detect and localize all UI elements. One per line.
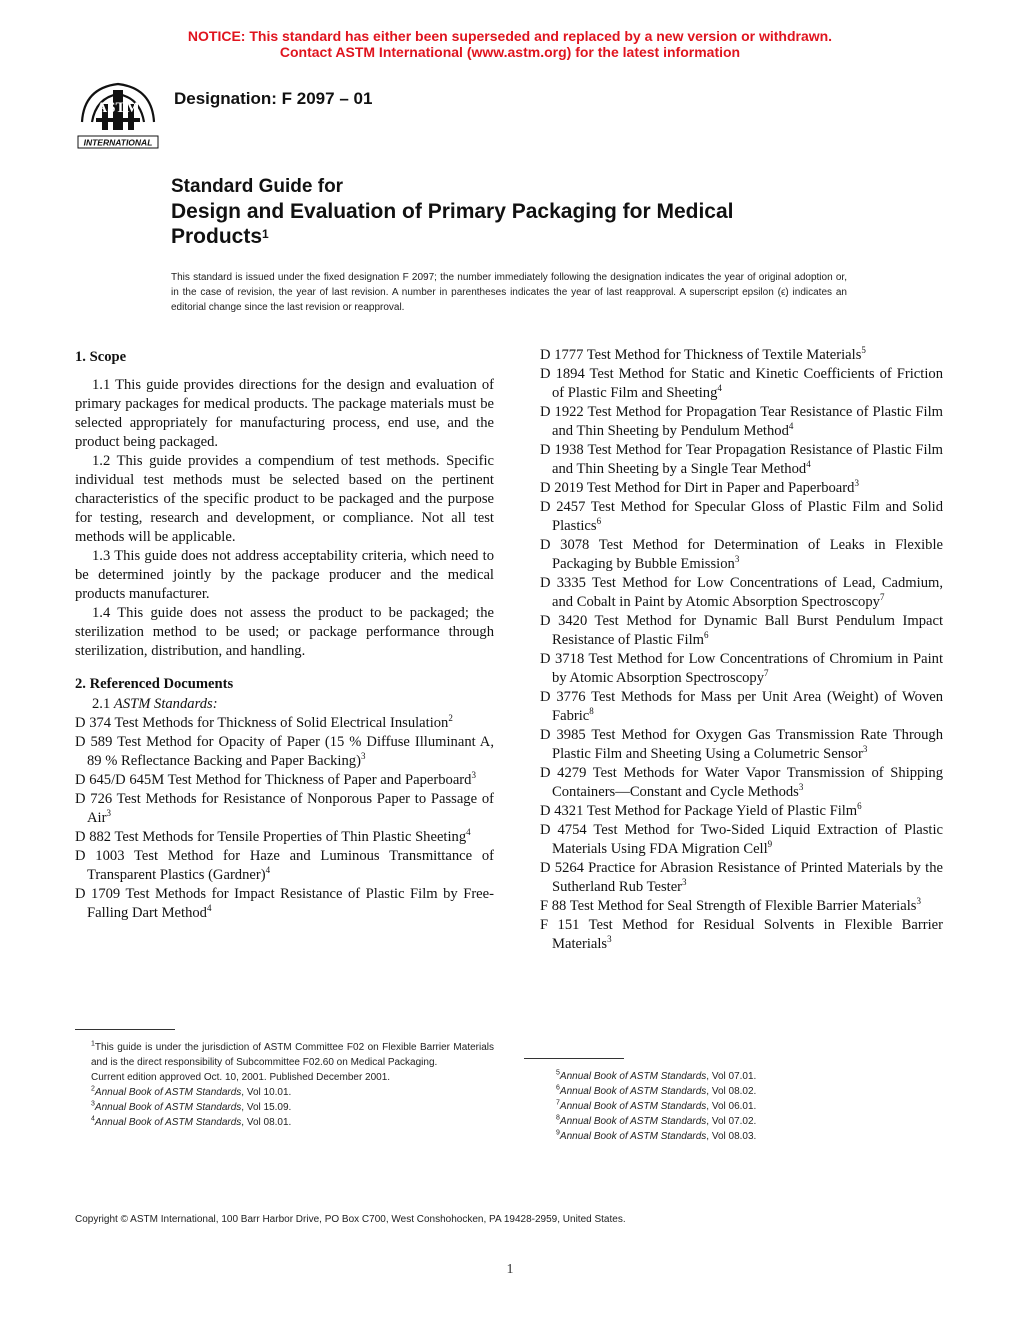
notice-line-2: Contact ASTM International (www.astm.org) for the latest information — [279, 44, 741, 60]
left-reference-list — [75, 714, 494, 923]
logo-mark-text: ASTM — [96, 100, 140, 116]
reference-item: D 645/D 645M Test Method for Thickness of Paper and Paperboard$^3$ — [75, 770, 476, 788]
reference-item: D 1938 Test Method for Tear Propagation Resistance of Plastic Film and Thin Sheeting by a Single Tear Method$^4$ — [540, 442, 943, 477]
reference-item: D 1003 Test Method for Haze and Luminous Transmittance of Transparent Plastics (Gardner)$^4$ — [75, 848, 494, 883]
title-line-2: Design and Evaluation of Primary Packaging for Medical — [171, 200, 734, 223]
reference-item: D 589 Test Method for Opacity of Paper (15 % Diffuse Illuminant A, 89 % Reflectance Backing and Paper Backing)$^3$ — [75, 734, 494, 769]
footnote-item: $^5$Annual Book of ASTM Standards, Vol 07.01. — [556, 1069, 757, 1082]
footnote-1: $^1$This guide is under the jurisdiction of ASTM Committee F02 on Flexible Barrier Materials and is the direct responsibility of Subcommittee F02.60 on Medical Packaging. — [91, 1040, 494, 1068]
scope-para-3: 1.3 This guide does not address acceptability criteria, which need to be determined jointly by the package producer and the medical products manufacturer. — [75, 548, 494, 602]
reference-footnote-mark: 3 — [734, 554, 740, 565]
reference-item: D 4321 Test Method for Package Yield of Plastic Film$^6$ — [540, 801, 862, 819]
reference-item: D 3335 Test Method for Low Concentrations of Lead, Cadmium, and Cobalt in Paint by Atomic Absorption Spectroscopy$^7$ — [540, 575, 943, 610]
footnote-item: $^3$Annual Book of ASTM Standards, Vol 15.09. — [91, 1100, 292, 1113]
title-footnote-mark: 1 — [262, 227, 269, 241]
reference-footnote-mark: 4 — [788, 421, 794, 432]
reference-footnote-mark: 8 — [589, 706, 594, 717]
right-column — [540, 346, 943, 954]
scope-heading: 1. Scope — [75, 349, 127, 365]
page-number: 1 — [506, 1262, 514, 1277]
reference-item: D 4279 Test Methods for Water Vapor Transmission of Shipping Containers—Constant and Cycle Methods$^3$ — [540, 765, 943, 800]
reference-item: D 1709 Test Methods for Impact Resistance of Plastic Film by Free-Falling Dart Method$^4$ — [75, 886, 494, 921]
reference-footnote-mark: 5 — [861, 345, 866, 356]
designation: Designation: F 2097 – 01 — [174, 89, 373, 108]
reference-footnote-mark: 3 — [106, 808, 111, 819]
footnotes-right — [540, 1069, 943, 1144]
reference-footnote-mark: 4 — [466, 827, 471, 838]
footnote-item: $^8$Annual Book of ASTM Standards, Vol 07.02. — [556, 1114, 757, 1127]
reference-item: D 5264 Practice for Abrasion Resistance of Printed Materials by the Sutherland Rub Tester$^3$ — [540, 860, 943, 895]
footnote-item: $^6$Annual Book of ASTM Standards, Vol 08.02. — [556, 1084, 757, 1097]
reference-item: D 1777 Test Method for Thickness of Textile Materials$^5$ — [540, 345, 866, 363]
reference-footnote-mark: 9 — [767, 839, 773, 850]
notice-line-1: NOTICE: This standard has either been superseded and replaced by a new version or withdrawn. — [187, 28, 833, 44]
reference-footnote-mark: 4 — [265, 865, 271, 876]
scope-para-4: 1.4 This guide does not assess the product to be packaged; the sterilization method to be used; or package performance through sterilization, distribution, and handling. — [75, 605, 494, 659]
reference-item: F 151 Test Method for Residual Solvents in Flexible Barrier Materials$^3$ — [540, 917, 943, 952]
reference-item: D 1894 Test Method for Static and Kinetic Coefficients of Friction of Plastic Film and Sheeting$^4$ — [540, 366, 943, 401]
reference-item: D 4754 Test Method for Two-Sided Liquid Extraction of Plastic Materials Using FDA Migration Cell$^9$ — [540, 822, 943, 857]
reference-footnote-mark: 4 — [206, 903, 212, 914]
reference-footnote-mark: 2 — [448, 713, 453, 724]
title-line-3: Products$^1$ — [171, 225, 269, 248]
reference-item: D 3985 Test Method for Oxygen Gas Transmission Rate Through Plastic Film and Sheeting Using a Columetric Sensor$^3$ — [540, 727, 943, 762]
astm-standards-subheading: 2.1 ASTM Standards: — [92, 696, 218, 712]
reference-item: D 3776 Test Methods for Mass per Unit Area (Weight) of Woven Fabric$^8$ — [540, 689, 943, 724]
title-line-1: Standard Guide for — [171, 176, 344, 197]
footnote-item: $^2$Annual Book of ASTM Standards, Vol 10.01. — [91, 1085, 292, 1098]
reference-footnote-mark: 7 — [764, 668, 769, 679]
reference-item: D 2457 Test Method for Specular Gloss of Plastic Film and Solid Plastics$^6$ — [540, 499, 943, 534]
astm-logo — [72, 74, 164, 150]
scope-para-1: 1.1 This guide provides directions for the design and evaluation of primary packages for medical products. The package materials must be selected appropriately for manufacturing process, end use, and the product being packaged. — [75, 377, 494, 450]
reference-item: F 88 Test Method for Seal Strength of Flexible Barrier Materials$^3$ — [540, 896, 921, 914]
footnote-rule-left — [75, 1029, 175, 1030]
footnote-1-approval: Current edition approved Oct. 10, 2001. Published December 2001. — [91, 1072, 391, 1083]
reference-item: D 3078 Test Method for Determination of Leaks in Flexible Packaging by Bubble Emission$^3$ — [540, 537, 943, 572]
reference-footnote-mark: 3 — [916, 896, 921, 907]
document-title — [171, 175, 733, 249]
reference-footnote-mark: 4 — [806, 459, 811, 470]
logo-subtext: INTERNATIONAL — [83, 137, 153, 148]
reference-footnote-mark: 3 — [862, 744, 868, 755]
reference-footnote-mark: 4 — [717, 383, 722, 394]
withdrawal-notice — [0, 28, 1020, 60]
footnotes-left — [75, 1040, 494, 1130]
reference-footnote-mark: 3 — [682, 877, 687, 888]
reference-footnote-mark: 6 — [596, 516, 602, 527]
reference-footnote-mark: 3 — [854, 478, 859, 489]
left-column — [75, 346, 494, 923]
reference-item: D 374 Test Methods for Thickness of Solid Electrical Insulation$^2$ — [75, 713, 453, 731]
reference-footnote-mark: 7 — [879, 592, 885, 603]
referenced-heading: 2. Referenced Documents — [75, 676, 234, 692]
footnote-item: $^4$Annual Book of ASTM Standards, Vol 08.01. — [91, 1115, 292, 1128]
reference-footnote-mark: 3 — [607, 934, 612, 945]
reference-item: D 2019 Test Method for Dirt in Paper and Paperboard$^3$ — [540, 478, 859, 496]
right-reference-list — [540, 346, 943, 954]
reference-footnote-mark: 3 — [360, 751, 366, 762]
reference-footnote-mark: 6 — [704, 630, 709, 641]
footnote-rule-right — [524, 1058, 624, 1059]
reference-item: D 726 Test Methods for Resistance of Nonporous Paper to Passage of Air$^3$ — [75, 791, 494, 826]
reference-footnote-mark: 3 — [471, 770, 476, 781]
reference-item: D 3718 Test Method for Low Concentrations of Chromium in Paint by Atomic Absorption Spectroscopy$^7$ — [540, 651, 943, 686]
issued-note: This standard is issued under the fixed designation F 2097; the number immediately following the designation indicates the year of original adoption or, in the case of revision, the year of last revision. A number in parentheses indicates the year of last reapproval. A superscript epsilon (ϵ) indicates an editorial change since the last revision or reapproval. — [171, 272, 847, 313]
footnote-item: $^7$Annual Book of ASTM Standards, Vol 06.01. — [556, 1099, 757, 1112]
reference-item: D 1922 Test Method for Propagation Tear Resistance of Plastic Film and Thin Sheeting by Pendulum Method$^4$ — [540, 404, 943, 439]
reference-item: D 882 Test Methods for Tensile Properties of Thin Plastic Sheeting$^4$ — [75, 827, 471, 845]
footnote-item: $^9$Annual Book of ASTM Standards, Vol 08.03. — [556, 1129, 757, 1142]
reference-footnote-mark: 3 — [798, 782, 804, 793]
scope-para-2: 1.2 This guide provides a compendium of test methods. Specific individual test methods must be selected based on the pertinent characteristics of the specific product to be packaged and the purpose for testing, research and development, or compliance. Not all test methods will be applicable. — [75, 453, 494, 545]
reference-footnote-mark: 6 — [857, 801, 862, 812]
copyright: Copyright © ASTM International, 100 Barr Harbor Drive, PO Box C700, West Conshohocken, PA 19428-2959, United States. — [75, 1214, 626, 1225]
reference-item: D 3420 Test Method for Dynamic Ball Burst Pendulum Impact Resistance of Plastic Film$^6$ — [540, 613, 943, 648]
